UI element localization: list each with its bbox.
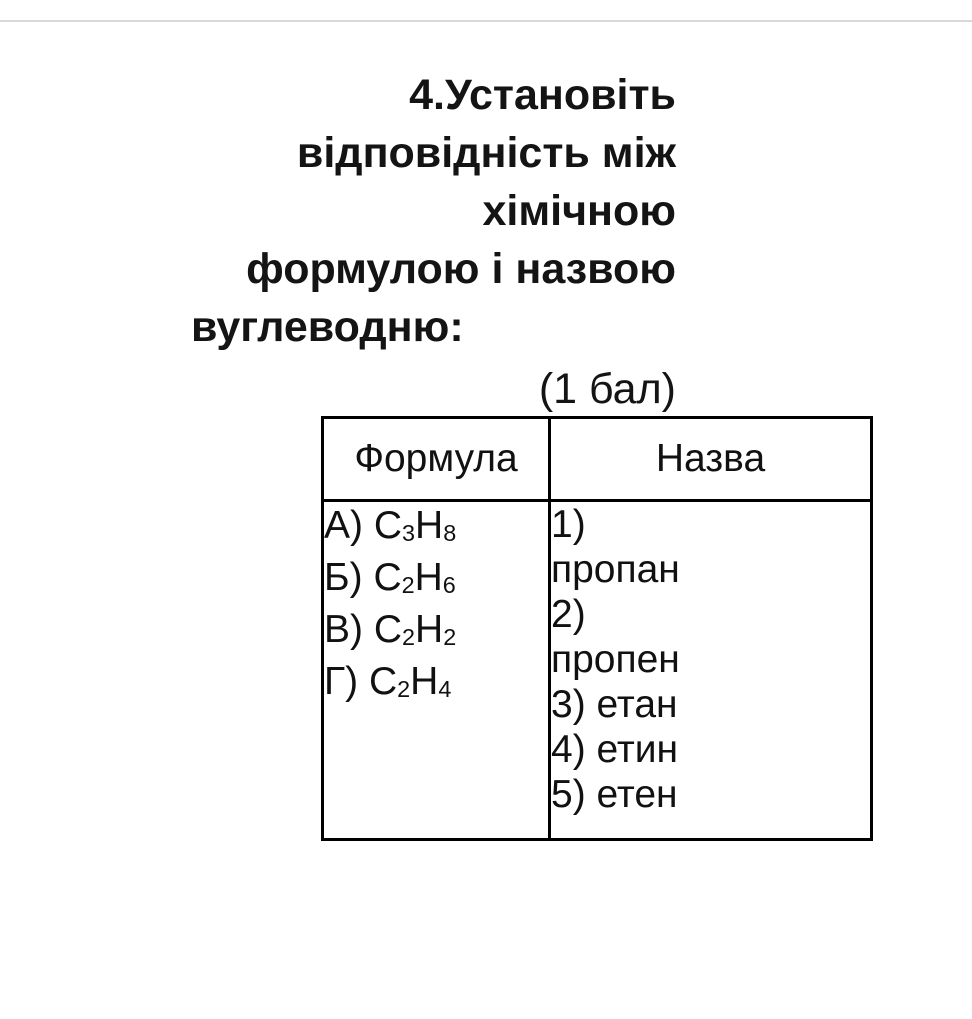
question-text: [180, 66, 676, 356]
question-line: формулою і назвою: [246, 245, 676, 293]
name-item: 1): [551, 503, 586, 546]
option-letter: В): [324, 608, 363, 651]
name-item: пропен: [551, 638, 680, 681]
name-item: 3) етан: [551, 683, 678, 726]
formula-column-header: Формула: [323, 418, 550, 501]
name-item: пропан: [551, 548, 680, 591]
option-letter: Г): [324, 660, 359, 703]
formula-item: [324, 554, 548, 606]
chemical-formula: $C_3H_8$: [373, 504, 457, 547]
table-row: [323, 501, 872, 840]
question-line: хімічною: [482, 187, 676, 235]
formula-item: [324, 502, 548, 554]
chemical-formula: $C_2H_6$: [373, 556, 456, 599]
option-letter: А): [324, 504, 363, 547]
question-line: відповідність між: [296, 129, 676, 177]
chemical-formula: $C_2H_4$: [368, 660, 452, 703]
name-item: 4) етин: [551, 728, 679, 771]
question-line: 4.Установіть: [409, 71, 676, 119]
formula-item: [324, 658, 548, 710]
score-label: (1 бал): [538, 365, 676, 413]
name-column-header: Назва: [550, 418, 872, 501]
chemical-formula: $C_2H_2$: [373, 608, 457, 651]
option-letter: Б): [324, 556, 363, 599]
matching-table: [321, 416, 873, 841]
names-cell: [550, 501, 872, 840]
name-item: 5) етен: [551, 773, 678, 816]
question-line: вуглеводню:: [191, 303, 464, 351]
top-bar: [0, 0, 972, 22]
table-header-row: [323, 418, 872, 501]
formulas-cell: [323, 501, 550, 840]
name-item: 2): [551, 593, 586, 636]
formula-item: [324, 606, 548, 658]
